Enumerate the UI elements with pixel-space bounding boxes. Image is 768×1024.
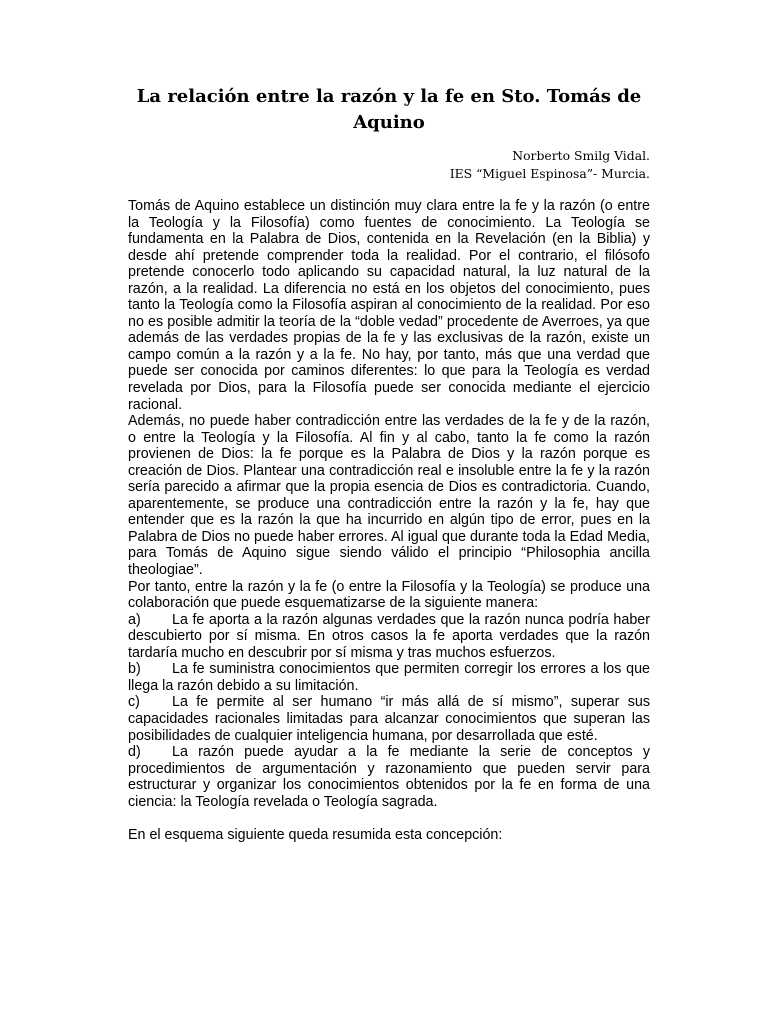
list-marker: d) [128,744,141,761]
list-marker: a) [128,611,141,628]
spacer [128,810,650,827]
document-body [128,198,650,843]
list-item-text: La razón puede ayudar a la fe mediante la serie de conceptos y procedimientos de argumentación y razonamiento que pueden servir para estructurar y organizar los conocimientos obtenidos por la fe en forma de una ciencia: la Teología revelada o Teología sagrada. [128,744,650,810]
author-affiliation: IES “Miguel Espinosa”- Murcia. [449,165,650,181]
list-item-text: La fe aporta a la razón algunas verdades que la razón nunca podría haber descubierto por sí misma. En otros casos la fe aporta verdades que la razón tardaría mucho en descubrir por sí misma y tras muchos esfuerzos. [128,611,650,661]
author-name: Norberto Smilg Vidal. [512,148,650,163]
list-item-text: La fe permite al ser humano “ir más allá de sí mismo”, superar sus capacidades racionales limitadas para alcanzar conocimientos que superan las posibilidades de cualquier inteligencia humana, por desarrollada que esté. [128,694,650,744]
paragraph-3: Por tanto, entre la razón y la fe (o entre la Filosofía y la Teología) se produce una colaboración que puede esquematizarse de la siguiente manera: [128,578,650,612]
list-item-text: La fe suministra conocimientos que permiten corregir los errores a los que llega la razón debido a su limitación. [128,661,650,694]
paragraph-1: Tomás de Aquino establece un distinción muy clara entre la fe y la razón (o entre la Teología y la Filosofía) como fuentes de conocimiento. La Teología se fundamenta en la Palabra de Dios, contenida en la Revelación (en la Biblia) y desde ahí pretende comprender toda la realidad. Por el contrario, el filósofo pretende conocerlo todo aplicando su capacidad natural, la luz natural de la razón, a la realidad. La diferencia no está en los objetos del conocimiento, pues tanto la Teología como la Filosofía aspiran al conocimiento de la realidad. Por eso no es posible admitir la teoría de la “doble vedad” procedente de Averroes, ya que además de las verdades propias de la fe y las exclusivas de la razón, existe un campo común a la razón y a la fe. No hay, por tanto, más que una verdad que puede ser conocida por caminos diferentes: lo que para la Teología es verdad revelada por Dios, para la Filosofía puede ser conocida mediante el ejercicio racional. [128,198,650,413]
author-block [450,147,650,182]
list-item-d [128,744,650,810]
paragraph-2: Además, no puede haber contradicción entre las verdades de la fe y de la razón, o entre la Teología y la Filosofía. Al fin y al cabo, tanto la fe como la razón provienen de Dios: la fe porque es la Palabra de Dios y la razón porque es creación de Dios. Plantear una contradicción real e insoluble entre la fe y la razón sería parecido a afirmar que la propia esencia de Dios es contradictoria. Cuando, aparentemente, se produce una contradicción entre la razón y la fe, hay que entender que es la razón la que ha incurrido en algún tipo de error, pues en la Palabra de Dios no puede haber errores. Al igual que durante toda la Edad Media, para Tomás de Aquino sigue siendo válido el principio “Philosophia ancilla theologiae”. [128,413,650,579]
list-marker: c) [128,694,140,711]
list-item-b [128,661,650,694]
closing-line: En el esquema siguiente queda resumida esta concepción: [128,826,503,843]
list-item-c [128,694,650,744]
document-title: La relación entre la razón y la fe en Sto. Tomás de Aquino [136,86,642,133]
list-marker: b) [128,661,141,678]
list-item-a [128,612,650,662]
